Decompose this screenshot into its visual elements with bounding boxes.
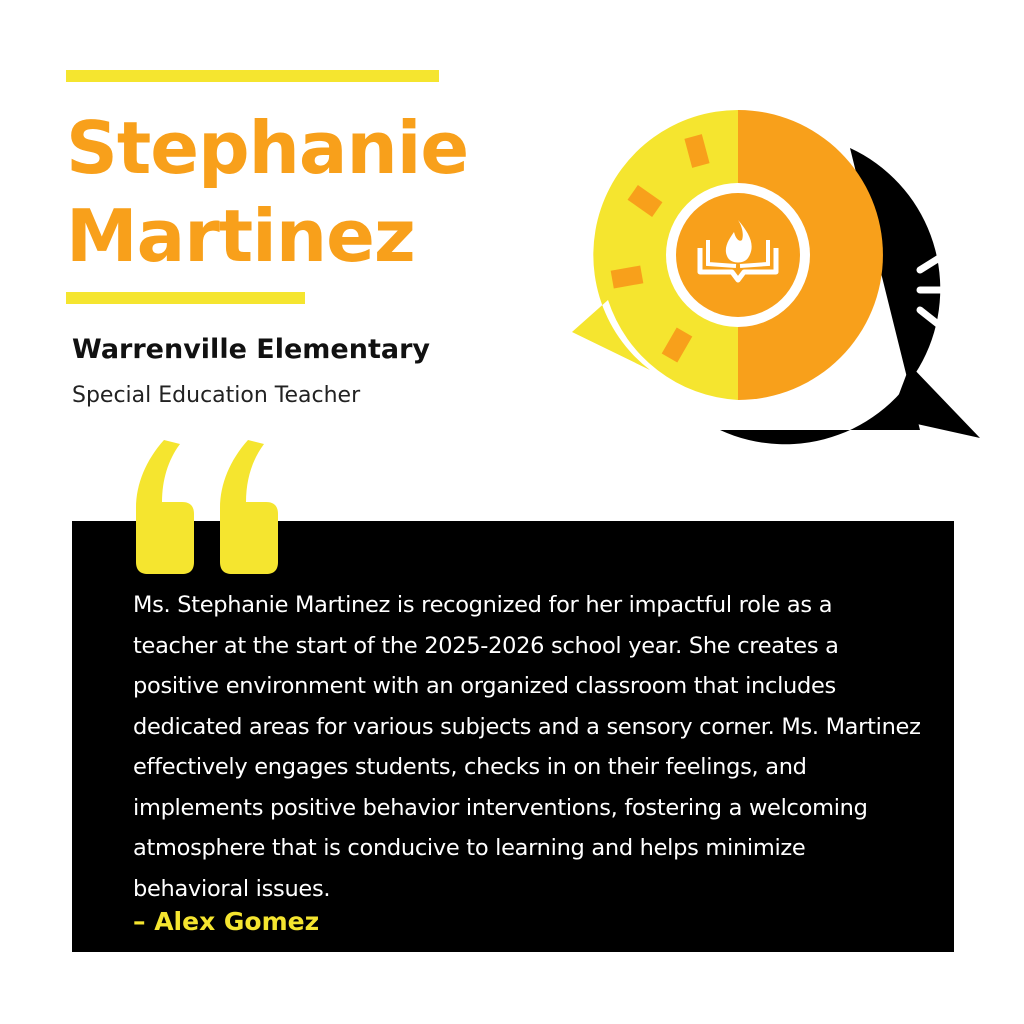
teacher-name xyxy=(66,104,468,280)
quote-marks-icon xyxy=(130,436,290,578)
first-name: Stephanie xyxy=(66,106,469,190)
accent-bar-bottom xyxy=(66,292,305,304)
testimonial-box xyxy=(72,521,954,952)
school-name: Warrenville Elementary xyxy=(72,334,431,365)
accent-bar-top xyxy=(66,70,439,82)
testimonial-author: – Alex Gomez xyxy=(133,907,320,936)
testimonial-text: Ms. Stephanie Martinez is recognized for her impactful role as a teacher at the start of the 2025-2026 school year. She creates a positive environment with an organized classroom that includes dedicated areas for various subjects and a sensory corner. Ms. Martinez effectively engages students, checks in on their feelings, and implements positive behavior interventions, fostering a welcoming atmosphere that is conducive to learning and helps minimize behavioral issues. xyxy=(133,592,921,902)
last-name: Martinez xyxy=(66,194,415,278)
role-title: Special Education Teacher xyxy=(72,383,361,408)
speech-bubbles-book-flame-icon xyxy=(560,100,1000,450)
